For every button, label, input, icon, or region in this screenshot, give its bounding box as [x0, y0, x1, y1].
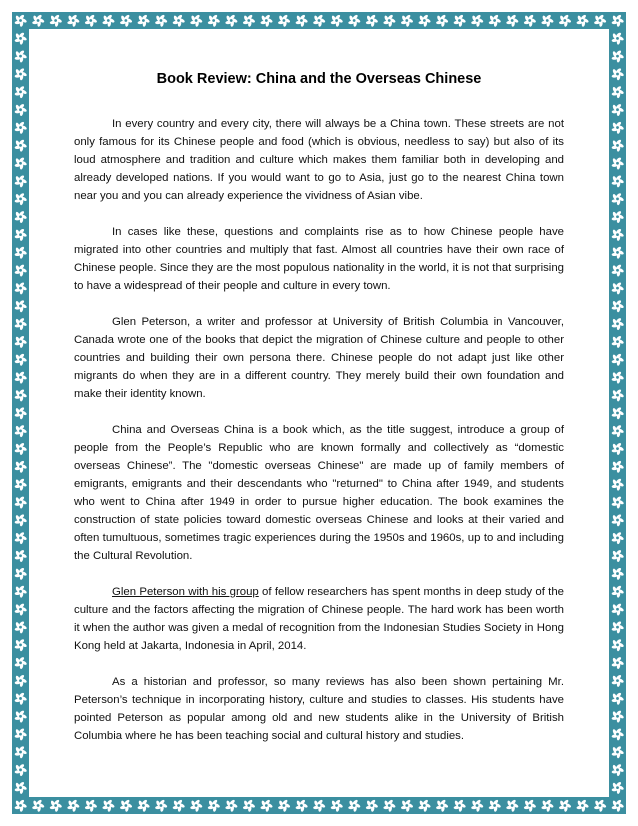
author-group-link[interactable]: Glen Peterson with his group [112, 586, 259, 598]
paragraph-5 [74, 583, 564, 655]
paragraph-1: In every country and every city, there will always be a China town. These streets are not only famous for its Chinese people and food (which is obvious, needless to say) but also of its loud atmosphere and tradition and culture which makes them familiar both in developing and already developed nations. If you would want to go to Asia, just go to the nearest China town near you and you can already experience the vividness of Asian vibe. [74, 118, 564, 202]
paragraph-4: China and Overseas China is a book which, as the title suggest, introduce a group of people from the People’s Republic who are known formally and collectively as “domestic overseas Chinese”. The "domestic overseas Chinese" are made up of family members of emigrants, emigrants and their descendants who "returned" to China after 1949, and students who went to China after 1949 in order to pursue higher education. The book examines the construction of state policies toward domestic overseas Chinese and looks at their varied and often tumultuous, sometimes tragic experiences during the 1950s and 1960s, up to and including the Cultural Revolution. [74, 424, 564, 562]
paragraph-6: As a historian and professor, so many reviews has also been shown pertaining Mr. Peterson’s technique in incorporating history, culture and studies to classes. His students have pointed Peterson as popular among old and new students alike in the University of British Columbia where he has been teaching social and cultural history and studies. [74, 676, 564, 742]
paragraph-3: Glen Peterson, a writer and professor at University of British Columbia in Vancouver, Canada wrote one of the books that depict the migration of Chinese culture and people to other countries and building their own persona there. Chinese people do not adapt just like other migrants do when they are in a different country. They merely build their own foundation and make their identity known. [74, 316, 564, 400]
page-title: Book Review: China and the Overseas Chinese [156, 71, 482, 87]
paragraph-2: In cases like these, questions and complaints rise as to how Chinese people have migrated into other countries and multiply that fast. Almost all countries have their own race of Chinese people. Since they are the most populous nationality in the world, it is not that surprising to have a widespread of their people and culture in every town. [74, 226, 564, 292]
paragraph-5-text: of fellow researchers has spent months in deep study of the culture and the factors affecting the migration of Chinese people. The hard work has been worth it when the author was given a medal of recognition from the Indonesian Studies Society in Hong Kong held at Jakarta, Indonesia in April, 2014. [74, 586, 565, 652]
document-body [74, 70, 564, 763]
